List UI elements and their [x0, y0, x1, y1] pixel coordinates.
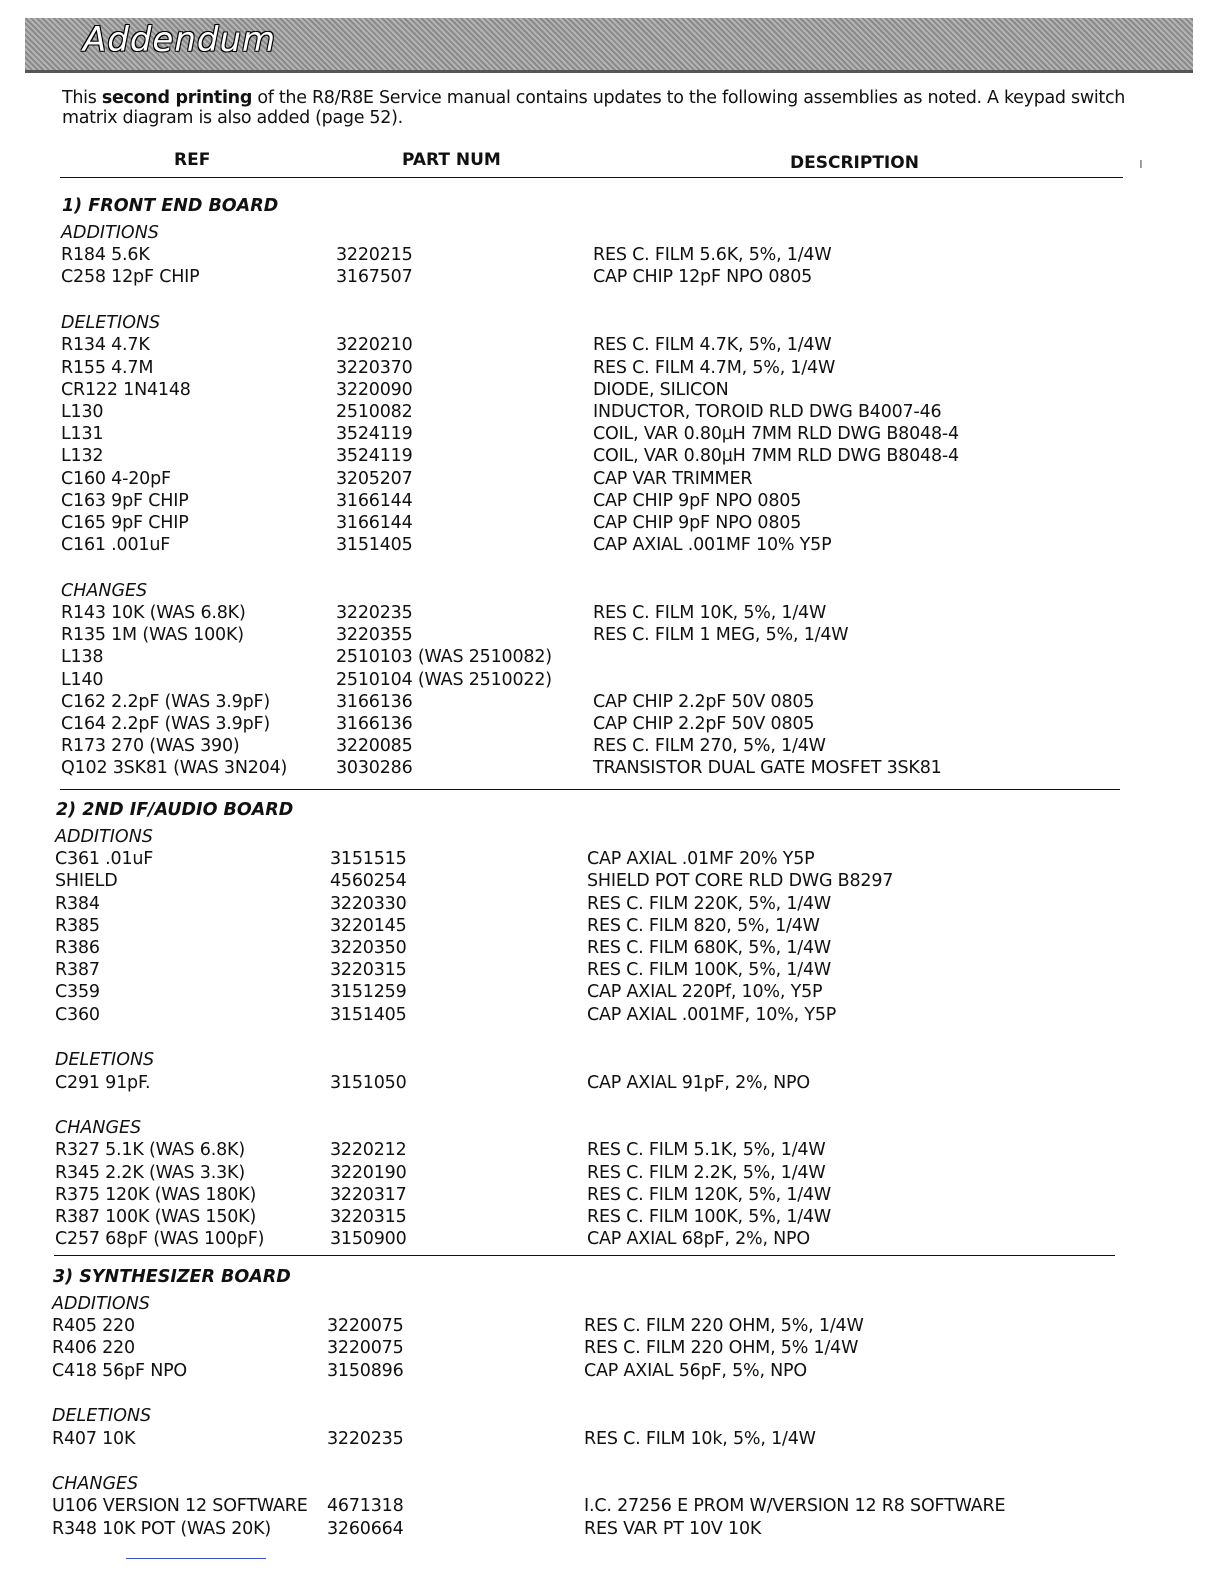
cell-ref: Q102 3SK81 (WAS 3N204) — [61, 758, 288, 779]
cell-ref: L131 — [61, 424, 104, 445]
cell-ref: L132 — [61, 446, 104, 467]
table-row — [61, 647, 1061, 669]
table-row — [61, 446, 1061, 468]
cell-description: CAP CHIP 2.2pF 50V 0805 — [593, 691, 815, 712]
cell-part-num: 3166144 — [336, 512, 413, 533]
cell-ref: R387 100K (WAS 150K) — [55, 1207, 257, 1227]
cell-part-num: 3151405 — [330, 1004, 407, 1025]
cell-description: RES C. FILM 5.1K, 5%, 1/4W — [587, 1140, 826, 1161]
table-row — [61, 469, 1061, 491]
cell-description: I.C. 27256 E PROM W/VERSION 12 R8 SOFTWARE — [584, 1496, 1006, 1517]
cell-ref: C161 .001uF — [61, 535, 171, 556]
table-row — [55, 1005, 1055, 1027]
group-title: ADDITIONS — [55, 827, 153, 847]
cell-description: RES C. FILM 220K, 5%, 1/4W — [587, 893, 832, 914]
table-row — [61, 692, 1061, 714]
cell-description: RES C. FILM 5.6K, 5%, 1/4W — [593, 245, 832, 266]
cell-part-num: 3151515 — [330, 849, 407, 870]
cell-description: RES C. FILM 820, 5%, 1/4W — [587, 915, 820, 936]
cell-ref: R407 10K — [52, 1428, 136, 1449]
cell-description: CAP CHIP 12pF NPO 0805 — [593, 267, 813, 288]
group-title: DELETIONS — [61, 313, 161, 334]
cell-description: CAP AXIAL 220Pf, 10%, Y5P — [587, 982, 823, 1003]
table-row — [55, 938, 1055, 960]
cell-description: CAP AXIAL 68pF, 2%, NPO — [587, 1229, 810, 1250]
table-row — [55, 982, 1055, 1004]
cell-ref: C257 68pF (WAS 100pF) — [55, 1229, 265, 1250]
footer-link-underline — [126, 1558, 266, 1559]
table-row — [55, 1140, 1055, 1162]
cell-ref: R384 — [55, 893, 100, 914]
table-row — [55, 1073, 1055, 1095]
cell-ref: R375 120K (WAS 180K) — [55, 1184, 257, 1205]
table-row — [55, 894, 1055, 916]
cell-description: RES C. FILM 1 MEG, 5%, 1/4W — [593, 625, 849, 646]
cell-description: RES C. FILM 10K, 5%, 1/4W — [593, 603, 827, 623]
intro-paragraph — [62, 88, 1142, 128]
group-title: CHANGES — [61, 580, 148, 601]
cell-description: CAP CHIP 9pF NPO 0805 — [593, 512, 802, 533]
cell-ref: L138 — [61, 647, 104, 668]
cell-part-num: 3220350 — [330, 938, 407, 958]
cell-ref: R406 220 — [52, 1338, 135, 1359]
cell-part-num: 3150896 — [327, 1360, 404, 1381]
cell-part-num: 3220355 — [336, 625, 413, 646]
cell-part-num: 3524119 — [336, 424, 413, 445]
table-row — [61, 670, 1061, 692]
cell-description: DIODE, SILICON — [593, 379, 729, 400]
cell-part-num: 3220315 — [330, 1207, 407, 1227]
cell-ref: C163 9pF CHIP — [61, 490, 189, 511]
cell-part-num: 3260664 — [327, 1518, 404, 1539]
table-row — [61, 424, 1061, 446]
cell-ref: C359 — [55, 982, 100, 1003]
cell-part-num: 3220330 — [330, 893, 407, 914]
cell-part-num: 3220212 — [330, 1140, 407, 1161]
cell-part-num: 4560254 — [330, 871, 407, 892]
cell-part-num: 3166136 — [336, 691, 413, 712]
cell-ref: C360 — [55, 1004, 100, 1025]
table-row — [52, 1519, 1052, 1541]
group-title: ADDITIONS — [52, 1294, 150, 1314]
section-title: 1) FRONT END BOARD — [62, 196, 279, 216]
cell-ref: R173 270 (WAS 390) — [61, 736, 240, 757]
cell-description: RES C. FILM 4.7K, 5%, 1/4W — [593, 335, 832, 356]
cell-ref: R184 5.6K — [61, 245, 150, 266]
cell-part-num: 3151259 — [330, 982, 407, 1003]
cell-part-num: 3220235 — [336, 603, 413, 623]
table-row — [61, 513, 1061, 535]
cell-ref: C162 2.2pF (WAS 3.9pF) — [61, 691, 271, 712]
section-divider — [60, 789, 1120, 790]
cell-description: SHIELD POT CORE RLD DWG B8297 — [587, 871, 894, 892]
column-header-part: PART NUM — [402, 150, 501, 170]
cell-description: RES C. FILM 220 OHM, 5% 1/4W — [584, 1338, 859, 1359]
cell-part-num: 4671318 — [327, 1496, 404, 1517]
section-title: 2) 2ND IF/AUDIO BOARD — [56, 800, 294, 820]
cell-description: CAP AXIAL .001MF, 10%, Y5P — [587, 1004, 837, 1025]
addendum-banner — [25, 18, 1193, 73]
cell-ref: R348 10K POT (WAS 20K) — [52, 1518, 271, 1539]
cell-part-num: 3151405 — [336, 535, 413, 556]
cell-ref: R387 — [55, 960, 100, 981]
cell-part-num: 2510103 (WAS 2510082) — [336, 647, 552, 668]
group-title: ADDITIONS — [61, 223, 159, 243]
section-title: 3) SYNTHESIZER BOARD — [53, 1267, 291, 1287]
cell-description: RES C. FILM 100K, 5%, 1/4W — [587, 1207, 832, 1227]
cell-part-num: 3524119 — [336, 446, 413, 467]
table-row — [55, 871, 1055, 893]
cell-ref: R143 10K (WAS 6.8K) — [61, 603, 246, 623]
cell-ref: C160 4-20pF — [61, 468, 171, 489]
cell-ref: R155 4.7M — [61, 357, 154, 378]
table-row — [55, 960, 1055, 982]
intro-post: of the R8/R8E Service manual contains updates to the following assemblies as noted. A keypad switch matrix diagram is also added (page 52). — [62, 88, 1126, 128]
cell-description: CAP AXIAL .001MF 10% Y5P — [593, 535, 832, 556]
intro-pre: This — [62, 88, 102, 108]
cell-description: COIL, VAR 0.80µH 7MM RLD DWG B8048-4 — [593, 424, 959, 445]
table-row — [55, 1229, 1055, 1251]
cell-ref: C165 9pF CHIP — [61, 512, 189, 533]
cell-part-num: 2510104 (WAS 2510022) — [336, 669, 552, 690]
table-row — [52, 1361, 1052, 1383]
cell-ref: CR122 1N4148 — [61, 379, 191, 400]
cell-part-num: 3151050 — [330, 1072, 407, 1093]
cell-part-num: 3220215 — [336, 245, 413, 266]
section-divider — [54, 1255, 1115, 1256]
table-row — [61, 245, 1061, 267]
cell-description: RES C. FILM 100K, 5%, 1/4W — [587, 960, 832, 981]
cell-description: CAP CHIP 2.2pF 50V 0805 — [593, 714, 815, 734]
cell-description: RES C. FILM 2.2K, 5%, 1/4W — [587, 1162, 826, 1183]
cell-part-num: 3205207 — [336, 468, 413, 489]
cell-part-num: 3220075 — [327, 1316, 404, 1337]
table-row — [61, 335, 1061, 357]
table-row — [55, 1185, 1055, 1207]
cell-description: CAP AXIAL 91pF, 2%, NPO — [587, 1072, 810, 1093]
cell-description: RES C. FILM 270, 5%, 1/4W — [593, 736, 826, 757]
table-row — [61, 603, 1061, 625]
header-rule — [60, 177, 1123, 178]
cell-ref: SHIELD — [55, 871, 118, 892]
cell-part-num: 3220315 — [330, 960, 407, 981]
margin-tick: ı — [1139, 156, 1143, 172]
cell-description: CAP AXIAL .01MF 20% Y5P — [587, 849, 815, 870]
cell-part-num: 3220090 — [336, 379, 413, 400]
cell-ref: C418 56pF NPO — [52, 1360, 188, 1381]
cell-description: RES C. FILM 120K, 5%, 1/4W — [587, 1184, 832, 1205]
table-row — [61, 714, 1061, 736]
group-title: DELETIONS — [52, 1406, 152, 1427]
cell-description: INDUCTOR, TOROID RLD DWG B4007-46 — [593, 401, 942, 422]
table-row — [61, 380, 1061, 402]
intro-bold: second printing — [101, 88, 253, 108]
cell-description: RES C. FILM 10k, 5%, 1/4W — [584, 1428, 816, 1449]
table-row — [61, 491, 1061, 513]
table-row — [61, 758, 1061, 780]
table-row — [55, 916, 1055, 938]
table-row — [52, 1316, 1052, 1338]
cell-ref: R405 220 — [52, 1316, 135, 1337]
cell-part-num: 3167507 — [336, 267, 413, 288]
group-title: DELETIONS — [55, 1050, 155, 1071]
table-row — [55, 849, 1055, 871]
table-row — [52, 1496, 1052, 1518]
table-row — [61, 625, 1061, 647]
cell-ref: L130 — [61, 401, 104, 422]
cell-description: COIL, VAR 0.80µH 7MM RLD DWG B8048-4 — [593, 446, 959, 467]
table-row — [61, 267, 1061, 289]
cell-ref: C291 91pF. — [55, 1072, 151, 1093]
cell-ref: L140 — [61, 669, 104, 690]
cell-part-num: 3166144 — [336, 490, 413, 511]
cell-description: RES C. FILM 4.7M, 5%, 1/4W — [593, 357, 836, 378]
group-title: CHANGES — [55, 1118, 142, 1139]
cell-ref: C258 12pF CHIP — [61, 267, 200, 288]
table-row — [52, 1338, 1052, 1360]
table-row — [55, 1207, 1055, 1229]
cell-part-num: 3220190 — [330, 1162, 407, 1183]
cell-ref: R386 — [55, 938, 100, 958]
cell-part-num: 3030286 — [336, 758, 413, 779]
group-title: CHANGES — [52, 1474, 139, 1495]
cell-ref: U106 VERSION 12 SOFTWARE — [52, 1496, 308, 1517]
cell-ref: R135 1M (WAS 100K) — [61, 625, 244, 646]
table-row — [52, 1429, 1052, 1451]
cell-part-num: 3220370 — [336, 357, 413, 378]
cell-part-num: 3166136 — [336, 714, 413, 734]
cell-description: CAP AXIAL 56pF, 5%, NPO — [584, 1360, 807, 1381]
page-title: Addendum — [83, 20, 277, 60]
cell-part-num: 3220075 — [327, 1338, 404, 1359]
table-row — [61, 358, 1061, 380]
cell-part-num: 3220317 — [330, 1184, 407, 1205]
table-row — [61, 736, 1061, 758]
cell-ref: R345 2.2K (WAS 3.3K) — [55, 1162, 245, 1183]
cell-part-num: 3220085 — [336, 736, 413, 757]
cell-description: TRANSISTOR DUAL GATE MOSFET 3SK81 — [593, 758, 942, 779]
column-header-ref: REF — [174, 150, 211, 170]
cell-ref: C361 .01uF — [55, 849, 154, 870]
cell-ref: R134 4.7K — [61, 335, 150, 356]
cell-part-num: 2510082 — [336, 401, 413, 422]
table-row — [61, 402, 1061, 424]
cell-description: RES VAR PT 10V 10K — [584, 1518, 762, 1539]
cell-part-num: 3150900 — [330, 1229, 407, 1250]
cell-description: CAP CHIP 9pF NPO 0805 — [593, 490, 802, 511]
cell-part-num: 3220210 — [336, 335, 413, 356]
table-row — [61, 535, 1061, 557]
cell-ref: R385 — [55, 915, 100, 936]
cell-ref: R327 5.1K (WAS 6.8K) — [55, 1140, 245, 1161]
cell-description: RES C. FILM 680K, 5%, 1/4W — [587, 938, 832, 958]
cell-part-num: 3220235 — [327, 1428, 404, 1449]
cell-description: CAP VAR TRIMMER — [593, 468, 753, 489]
cell-part-num: 3220145 — [330, 915, 407, 936]
table-row — [55, 1163, 1055, 1185]
cell-description: RES C. FILM 220 OHM, 5%, 1/4W — [584, 1316, 864, 1337]
column-header-desc: DESCRIPTION — [790, 153, 919, 173]
cell-ref: C164 2.2pF (WAS 3.9pF) — [61, 714, 271, 734]
